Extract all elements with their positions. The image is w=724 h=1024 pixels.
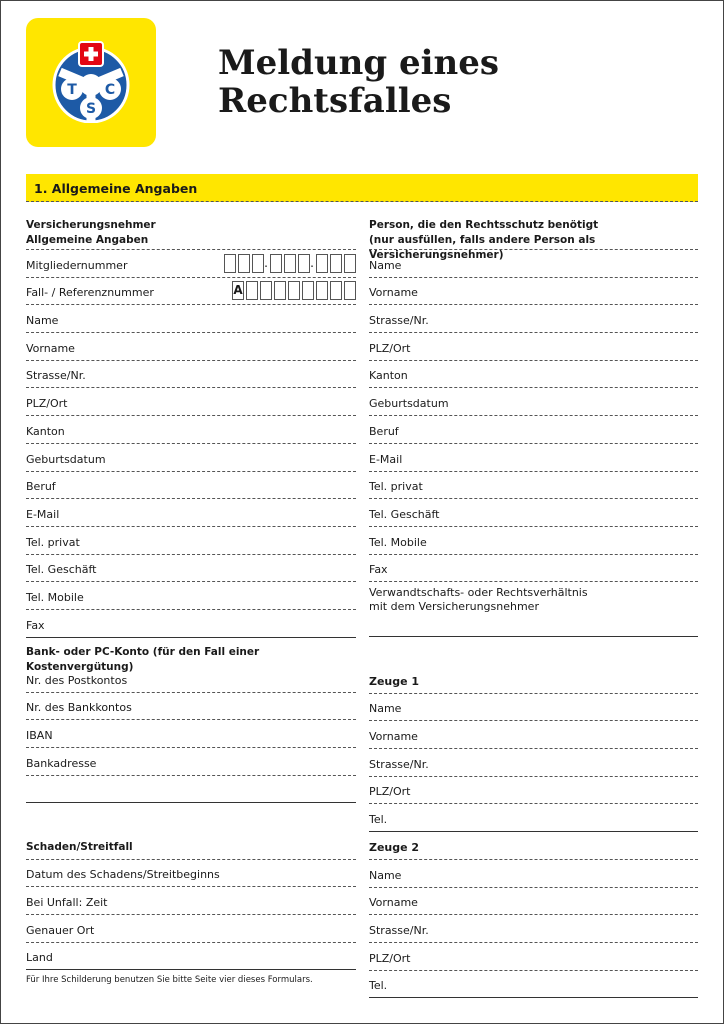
field-row[interactable] <box>369 305 698 333</box>
field-row[interactable] <box>369 278 698 306</box>
field-row[interactable] <box>369 527 698 555</box>
field-label: Name <box>369 702 402 716</box>
field-label: Tel. <box>369 979 388 993</box>
field-row[interactable] <box>26 361 356 389</box>
damage-field-row[interactable] <box>26 915 356 943</box>
field-label: Land <box>26 951 53 965</box>
policyholder-heading-line-1: Versicherungsnehmer <box>26 219 156 231</box>
tcs-logo <box>26 18 156 147</box>
field-label: Fax <box>26 618 45 632</box>
witness2-field-row[interactable] <box>369 860 698 888</box>
witness2-field-row[interactable] <box>369 915 698 943</box>
field-row[interactable] <box>26 416 356 444</box>
field-label: Name <box>369 258 402 272</box>
field-row[interactable] <box>26 582 356 610</box>
field-label: Tel. privat <box>369 480 423 494</box>
field-label: Beruf <box>26 480 56 494</box>
field-label: Tel. Mobile <box>26 591 84 605</box>
field-label: Strasse/Nr. <box>369 757 429 771</box>
witness1-field-row[interactable] <box>369 694 698 722</box>
field-label: Tel. Mobile <box>369 535 427 549</box>
heading-divider <box>26 222 356 250</box>
logo-letter-t: T <box>67 82 77 98</box>
field-label: Name <box>26 314 59 328</box>
witness2-heading-row <box>369 832 698 860</box>
field-row[interactable] <box>369 333 698 361</box>
field-label: Genauer Ort <box>26 923 95 937</box>
bank-field-row[interactable] <box>26 665 356 693</box>
witness1-field-row[interactable] <box>369 805 698 833</box>
member-number-input[interactable]: . . <box>222 254 356 273</box>
field-row[interactable] <box>369 444 698 472</box>
title-line-1: Meldung eines <box>218 43 500 83</box>
field-row[interactable] <box>26 389 356 417</box>
policyholder-heading-line-2: Allgemeine Angaben <box>26 234 149 246</box>
bank-heading: Bank- oder PC-Konto (für den Fall einer Kostenvergütung) <box>26 646 260 673</box>
reference-number-input[interactable] <box>230 281 356 300</box>
reference-prefix: A <box>232 281 244 300</box>
field-row[interactable] <box>26 472 356 500</box>
field-label: Tel. Geschäft <box>369 507 440 521</box>
field-label: Vorname <box>369 896 418 910</box>
field-row[interactable] <box>369 250 698 278</box>
field-row[interactable] <box>26 444 356 472</box>
relationship-row[interactable] <box>369 582 698 637</box>
damage-heading-divider <box>26 832 356 860</box>
field-label: Bankadresse <box>26 756 97 770</box>
field-label: Fax <box>369 563 388 577</box>
field-row[interactable] <box>26 333 356 361</box>
field-label: Vorname <box>26 341 75 355</box>
witness1-field-row[interactable] <box>369 777 698 805</box>
field-row[interactable] <box>26 499 356 527</box>
field-label: PLZ/Ort <box>369 951 411 965</box>
logo-letter-c: C <box>104 82 116 98</box>
bank-field-row[interactable] <box>26 748 356 776</box>
bank-field-row[interactable] <box>26 720 356 748</box>
field-label: Strasse/Nr. <box>369 314 429 328</box>
heading-divider <box>369 222 698 250</box>
field-label: Tel. privat <box>26 535 80 549</box>
title-line-2: Rechtsfalles <box>218 81 452 121</box>
section-header-general <box>26 174 698 202</box>
field-row[interactable] <box>369 555 698 583</box>
reference-number-label: Fall- / Referenznummer <box>26 286 154 300</box>
field-row[interactable] <box>26 527 356 555</box>
tcs-emblem-icon <box>50 39 132 123</box>
field-row[interactable] <box>26 555 356 583</box>
witness2-field-row[interactable] <box>369 971 698 999</box>
field-label: IBAN <box>26 729 53 743</box>
witness2-heading: Zeuge 2 <box>369 840 420 854</box>
damage-heading: Schaden/Streitfall <box>26 841 133 853</box>
damage-field-row[interactable] <box>26 887 356 915</box>
field-label: Tel. <box>369 813 388 827</box>
section-label: 1. Allgemeine Angaben <box>34 181 198 196</box>
field-label: Beruf <box>369 424 399 438</box>
field-row[interactable] <box>26 610 356 638</box>
witness1-heading: Zeuge 1 <box>369 674 420 688</box>
field-label: Tel. Geschäft <box>26 563 97 577</box>
relationship-label-line-2: mit dem Versicherungsnehmer <box>369 600 539 614</box>
bank-address-line-2[interactable] <box>26 776 356 804</box>
field-row[interactable] <box>369 472 698 500</box>
damage-field-row[interactable] <box>26 943 356 971</box>
insured-person-heading-line-1: Person, die den Rechtsschutz benötigt <box>369 219 599 231</box>
insured-person-heading-line-2: (nur ausfüllen, falls andere Person als Versicherungsnehmer) <box>369 234 596 261</box>
bank-field-row[interactable] <box>26 693 356 721</box>
witness1-field-row[interactable] <box>369 749 698 777</box>
field-row[interactable] <box>369 389 698 417</box>
field-label: Vorname <box>369 286 418 300</box>
field-label: Kanton <box>369 369 408 383</box>
field-label: Vorname <box>369 730 418 744</box>
witness2-field-row[interactable] <box>369 943 698 971</box>
witness1-field-row[interactable] <box>369 721 698 749</box>
field-label: PLZ/Ort <box>369 341 411 355</box>
field-row[interactable] <box>369 499 698 527</box>
field-label: Nr. des Bankkontos <box>26 701 132 715</box>
reference-number-row <box>26 278 356 306</box>
witness2-field-row[interactable] <box>369 888 698 916</box>
field-row[interactable] <box>369 361 698 389</box>
logo-letter-s: S <box>85 101 97 117</box>
field-label: PLZ/Ort <box>26 397 68 411</box>
field-label: Bei Unfall: Zeit <box>26 896 108 910</box>
field-row[interactable] <box>369 416 698 444</box>
page-title <box>218 44 499 120</box>
field-label: E-Mail <box>26 507 60 521</box>
damage-field-row[interactable] <box>26 860 356 888</box>
description-note: Für Ihre Schilderung benutzen Sie bitte Seite vier dieses Formulars. <box>26 975 313 985</box>
field-label: Strasse/Nr. <box>26 369 86 383</box>
field-label: Kanton <box>26 424 65 438</box>
field-label: Geburtsdatum <box>369 397 449 411</box>
field-label: Name <box>369 868 402 882</box>
field-label: Datum des Schadens/Streitbeginns <box>26 868 220 882</box>
relationship-label <box>369 586 588 614</box>
relationship-label-line-1: Verwandtschafts- oder Rechtsverhältnis <box>369 586 588 600</box>
witness1-heading-row <box>369 666 698 694</box>
field-label: Nr. des Postkontos <box>26 673 128 687</box>
member-number-row <box>26 250 356 278</box>
field-label: E-Mail <box>369 452 403 466</box>
member-number-label: Mitgliedernummer <box>26 258 128 272</box>
field-row[interactable] <box>26 305 356 333</box>
field-label: Geburtsdatum <box>26 452 106 466</box>
field-label: Strasse/Nr. <box>369 923 429 937</box>
field-label: PLZ/Ort <box>369 785 411 799</box>
